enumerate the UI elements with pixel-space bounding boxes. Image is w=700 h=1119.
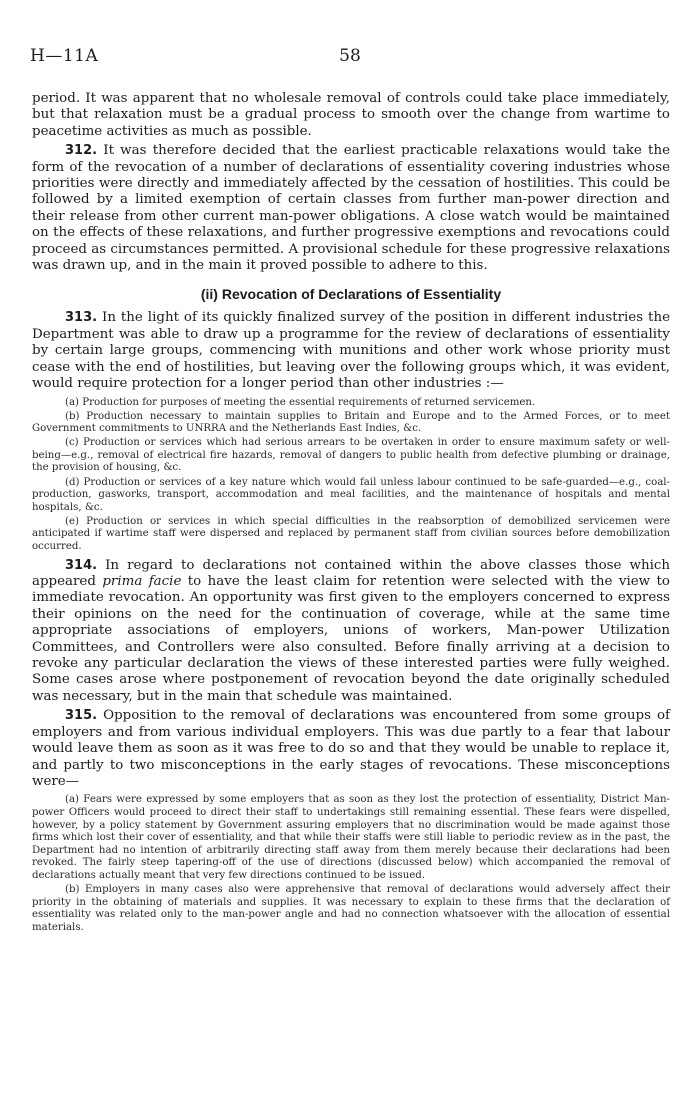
- paragraph-text: It was therefore decided that the earliest practicable relaxations would take the form of the revocation of a number of declarations of essentiality covering industries whose priorities were directly and immediately affected by the cessation of hostilities. This could be followed by a limited exemption of certain classes from further man-power direction and their release from other current man-power obligations. A close watch would be maintained on the effects of these relaxations, and further progressive exemptions and revocations could proceed as circumstances permitted. A provisional schedule for these progressive relaxations was drawn up, and in the main it proved possible to adhere to this.: [32, 143, 670, 274]
- list-item: (d) Production or services of a key nature which would fail unless labour continued to be safe-guarded—e.g., coal-production, gasworks, transport, accommodation and meal facilities, and the maintenance of hospitals and mental hospitals, &c.: [32, 476, 670, 513]
- list-item: (c) Production or services which had serious arrears to be overtaken in order to ensure maximum safety or well-being—e.g., removal of electrical fire hazards, removal of dangers to public health from defective plumbing or drainage, the provision of housing, &c.: [32, 437, 670, 474]
- section-heading: (ii) Revocation of Declarations of Essentiality: [200, 286, 502, 303]
- paragraph-text: Opposition to the removal of declarations was encountered from some groups of employers and from various individual employers. This was due partly to a fear that labour would leave them as soon as it was free to do so and that they would be unable to replace it, and partly to two misconceptions in the early stages of revocations. These misconceptions were—: [32, 708, 670, 789]
- paragraph-314: [32, 558, 670, 706]
- paragraph-text-before: In regard to declarations not contained within the above classes those which appeared: [32, 557, 670, 590]
- paragraph-number: 314.: [65, 557, 98, 573]
- page-number: 58: [339, 46, 361, 66]
- italic-term: prima facie: [102, 574, 182, 590]
- paragraph-315: [32, 708, 670, 790]
- paragraph-text: In the light of its quickly finalized survey of the position in different industries the Department was able to draw up a programme for the review of declarations of essentiality by certain large groups, commencing with munitions and other work whose priority must cease with the end of hostilities, but leaving over the following groups which, it was evident, would require protection for a longer period than other industries :—: [32, 310, 670, 392]
- paragraph-text-after: to have the least claim for retention were selected with the view to immediate revocation. An opportunity was first given to the employers concerned to express their opinions on the need for the continuation of coverage, while at the same time appropriate associations of employers, unions of workers, Man-power Utilization Committees, and Controllers were also consulted. Before finally arriving at a decision to revoke any particular declaration the views of these interested parties were fully weighed. Some cases arose where postponement of revocation beyond the date originally scheduled was necessary, but in the main that schedule was maintained.: [32, 574, 670, 704]
- paragraph-number: 313.: [65, 310, 98, 326]
- paragraph-number: 312.: [65, 143, 98, 159]
- paragraph-number: 315.: [65, 708, 98, 724]
- paragraph-312: [32, 143, 670, 274]
- list-item: (a) Fears were expressed by some employers that as soon as they lost the protection of essentiality, District Man-power Officers would proceed to direct their staff to undertakings still remaining essential. These fears were dispelled, however, by a policy statement by Government assuring employers that no discrimination would be made against those firms which lost their cover of essentiality, and that while their staffs were still liable to periodic review as in the past, the Department had no intention of arbitrarily directing staff away from them merely because their declarations had been revoked. The fairly steep tapering-off of the use of directions (discussed below) which accompanied the removal of declarations actually meant that very few directions continued to be issued.: [32, 794, 670, 881]
- list-item: (e) Production or services in which special difficulties in the reabsorption of demobilized servicemen were anticipated if wartime staff were dispersed and replaced by permanent staff from civilian sources before demobilization occurred.: [32, 515, 670, 553]
- list-item: (b) Employers in many cases also were apprehensive that removal of declarations would adversely affect their priority in the obtaining of materials and supplies. It was necessary to explain to these firms that the declaration of essentiality was related only to the man-power angle and had no connection whatsoever with the allocation of essential materials.: [32, 883, 670, 933]
- document-reference: H—11A: [30, 46, 99, 66]
- page-body: [32, 91, 670, 938]
- paragraph-313: [32, 310, 670, 392]
- list-item: (b) Production necessary to maintain supplies to Britain and Europe and to the Armed Forces, or to meet Government commitments to UNRRA and the Netherlands East Indies, &c.: [32, 410, 670, 435]
- list-315: [32, 794, 670, 934]
- list-313: [32, 397, 670, 554]
- paragraph-311-continued: period. It was apparent that no wholesale removal of controls could take place immediately, but that relaxation must be a gradual process to smooth over the change from wartime to peacetime activities as much as possible.: [32, 91, 670, 139]
- list-item: (a) Production for purposes of meeting the essential requirements of returned servicemen.: [65, 396, 536, 408]
- page-header: [30, 46, 670, 70]
